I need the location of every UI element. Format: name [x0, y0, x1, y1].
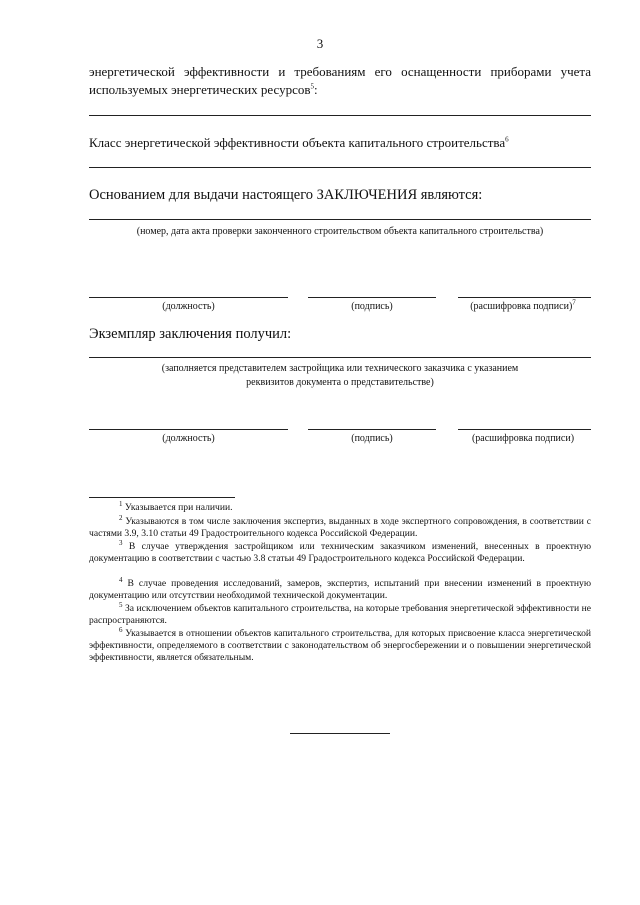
- page-number: 3: [316, 36, 324, 51]
- signature-line: [308, 429, 436, 430]
- footnote-3: [89, 538, 591, 565]
- position-caption: (должность): [162, 433, 215, 444]
- footnote-separator: [89, 497, 235, 498]
- footnote-2: [89, 513, 591, 540]
- basis-caption: (номер, дата акта проверки законченного строительством объекта капитального строительства): [136, 226, 544, 237]
- footnote-5: [89, 600, 592, 627]
- footnote-number: 1: [119, 499, 123, 508]
- footnote-number: 5: [119, 600, 123, 609]
- fill-line: [89, 167, 591, 168]
- signature-caption: (подпись): [351, 433, 393, 444]
- received-caption-line-1: (заполняется представителем застройщика или технического заказчика с указанием: [161, 363, 519, 374]
- footnote-1: [89, 499, 591, 514]
- footnote-text: Указывается в отношении объектов капитального строительства, для которых присвоение класса энергетической эффективности, определяемого в соответствии с законодательством об энергосбережении и о повышении энергетической эффективности, является обязательным.: [89, 628, 592, 663]
- footnote-ref-6: 6: [505, 135, 509, 144]
- footnote-6: [89, 625, 592, 664]
- signature-line: [308, 297, 436, 298]
- received-caption-line-2: реквизитов документа о представительстве): [246, 377, 434, 388]
- decode-line: [458, 429, 591, 430]
- footnote-number: 3: [119, 538, 123, 547]
- fill-line: [89, 357, 591, 358]
- decode-caption: (расшифровка подписи): [471, 433, 575, 444]
- footnote-number: 6: [119, 625, 123, 634]
- intro-line-2: [89, 81, 591, 99]
- intro-line-2-end: :: [314, 82, 318, 97]
- energy-class-label: [89, 134, 591, 152]
- footnote-text: В случае проведения исследований, замеров, экспертиз, испытаний при внесении изменений в проектную документацию или отсутствии необходимой технической документации.: [89, 578, 591, 601]
- fill-line: [89, 219, 591, 220]
- position-line: [89, 297, 288, 298]
- decode-line: [458, 297, 591, 298]
- footnote-4: [89, 575, 591, 602]
- end-separator: [290, 733, 390, 734]
- footnote-number: 4: [119, 575, 123, 584]
- decode-caption: [448, 298, 598, 312]
- footnote-text: В случае утверждения застройщиком или техническим заказчиком изменений, внесенных в проектную документацию в соответствии с частью 3.8 статьи 49 Градостроительного кодекса Российской Федерации.: [89, 541, 591, 564]
- footnote-text: Указывается при наличии.: [124, 502, 233, 513]
- footnote-number: 2: [119, 513, 123, 522]
- signature-caption: (подпись): [351, 301, 393, 312]
- decode-caption-text: (расшифровка подписи): [470, 301, 573, 312]
- footnote-text: За исключением объектов капитального строительства, на которые требования энергетической эффективности не распространяются.: [89, 603, 592, 626]
- basis-heading: Основанием для выдачи настоящего ЗАКЛЮЧЕНИЯ являются:: [89, 187, 483, 203]
- position-line: [89, 429, 288, 430]
- energy-class-text: Класс энергетической эффективности объекта капитального строительства: [89, 135, 506, 150]
- footnote-ref-7: 7: [572, 298, 576, 307]
- received-heading: Экземпляр заключения получил:: [89, 326, 292, 342]
- position-caption: (должность): [162, 301, 215, 312]
- intro-line-2-text: используемых энергетических ресурсов: [89, 82, 311, 97]
- fill-line: [89, 115, 591, 116]
- intro-line-1: энергетической эффективности и требованиям его оснащенности приборами учета: [89, 64, 591, 79]
- footnote-ref-5: 5: [310, 82, 315, 91]
- footnote-text: Указываются в том числе заключения экспертиз, выданных в ходе экспертного сопровождения, в соответствии с частями 3.9, 3.10 статьи 49 Градостроительного кодекса Российской Федерации.: [89, 516, 591, 539]
